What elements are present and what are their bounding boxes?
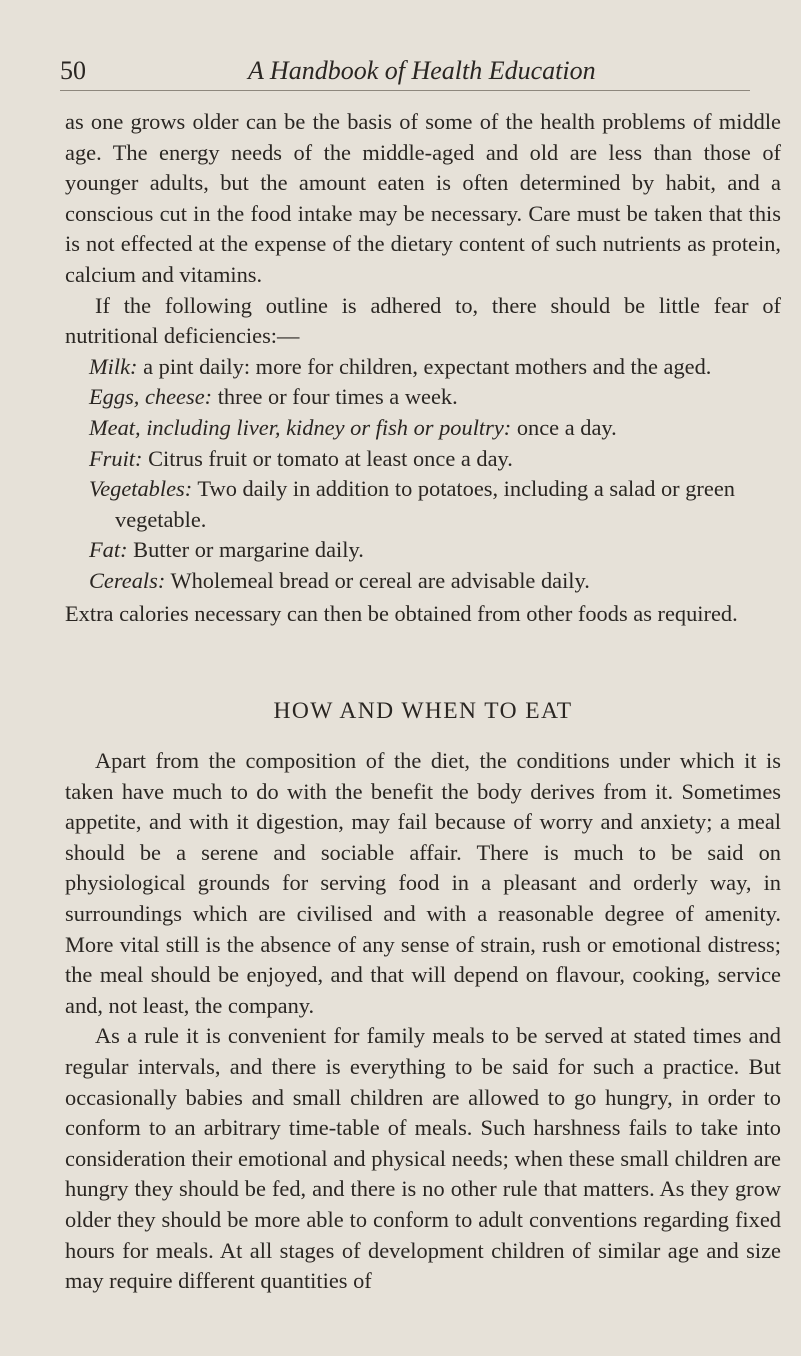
section-paragraph: Apart from the composition of the diet, the conditions under which it is taken have much to do with the benefit the body derives from it. Sometimes appetite, and with it digestion, may fail because of worry and anxiety; a meal should be a serene and sociable affair. There is much to be said on physiological grounds for serving food in a pleasant and orderly way, in surroundings which are civilised and with a reasonable degree of amenity. More vital still is the absence of any sense of strain, rush or emotional distress; the meal should be enjoyed, and that will depend on flavour, cooking, service and, not least, the company. — [65, 748, 781, 1018]
diet-item-label: Cereals: — [89, 567, 166, 593]
extra-calories-paragraph: Extra calories necessary can then be obtained from other foods as required. — [65, 600, 738, 626]
diet-item-text: Butter or margarine daily. — [127, 537, 364, 563]
diet-item-milk — [65, 352, 781, 383]
running-title: A Handbook of Health Education — [248, 56, 596, 85]
diet-item-text: a pint daily: more for children, expectant mothers and the aged. — [137, 353, 712, 379]
diet-item-text: Wholemeal bread or cereal are advisable daily. — [165, 567, 590, 593]
diet-item-fruit — [65, 444, 781, 475]
diet-item-meat — [65, 413, 781, 444]
opening-paragraph: as one grows older can be the basis of some of the health problems of middle age. The energy needs of the middle-aged and old are less than those of younger adults, but the amount eaten is often determined by habit, and a conscious cut in the food intake may be necessary. Care must be taken that this is not effected at the expense of the dietary content of such nutrients as protein, calcium and vitamins. — [65, 109, 781, 287]
diet-item-vegetables — [65, 474, 781, 535]
diet-item-fat — [65, 535, 781, 566]
diet-item-label: Vegetables: — [89, 476, 193, 502]
diet-item-label: Fruit: — [89, 445, 143, 471]
diet-item-cereals — [65, 566, 781, 597]
diet-item-eggs-cheese — [65, 382, 781, 413]
diet-item-label: Meat, including liver, kidney or fish or poultry: — [89, 414, 512, 440]
outline-intro: If the following outline is adhered to, there should be little fear of nutritional deficiencies:— — [65, 292, 781, 349]
diet-item-label: Eggs, cheese: — [89, 384, 213, 410]
diet-item-text: Two daily in addition to potatoes, including a salad or green vegetable. — [115, 476, 735, 532]
diet-item-text: once a day. — [511, 414, 617, 440]
diet-item-label: Fat: — [89, 537, 128, 563]
section-paragraph: As a rule it is convenient for family meals to be served at stated times and regular intervals, and there is everything to be said for such a practice. But occasionally babies and small children are allowed to go hungry, in order to conform to an arbitrary time-table of meals. Such harshness fails to take into consideration their emotional and physical needs; when these small children are hungry they should be fed, and there is no other rule that matters. As they grow older they should be more able to conform to adult conventions regarding fixed hours for meals. At all stages of development children of similar age and size may require different quantities of — [65, 1023, 781, 1294]
page-header — [60, 53, 760, 93]
page-number: 50 — [60, 56, 86, 85]
body-text — [65, 107, 781, 1297]
diet-item-label: Milk: — [89, 353, 138, 379]
diet-list — [65, 352, 781, 597]
section-heading: HOW AND WHEN TO EAT — [273, 698, 573, 725]
header-rule — [60, 90, 750, 91]
diet-item-text: Citrus fruit or tomato at least once a day. — [142, 445, 513, 471]
diet-item-text: three or four times a week. — [212, 384, 458, 410]
